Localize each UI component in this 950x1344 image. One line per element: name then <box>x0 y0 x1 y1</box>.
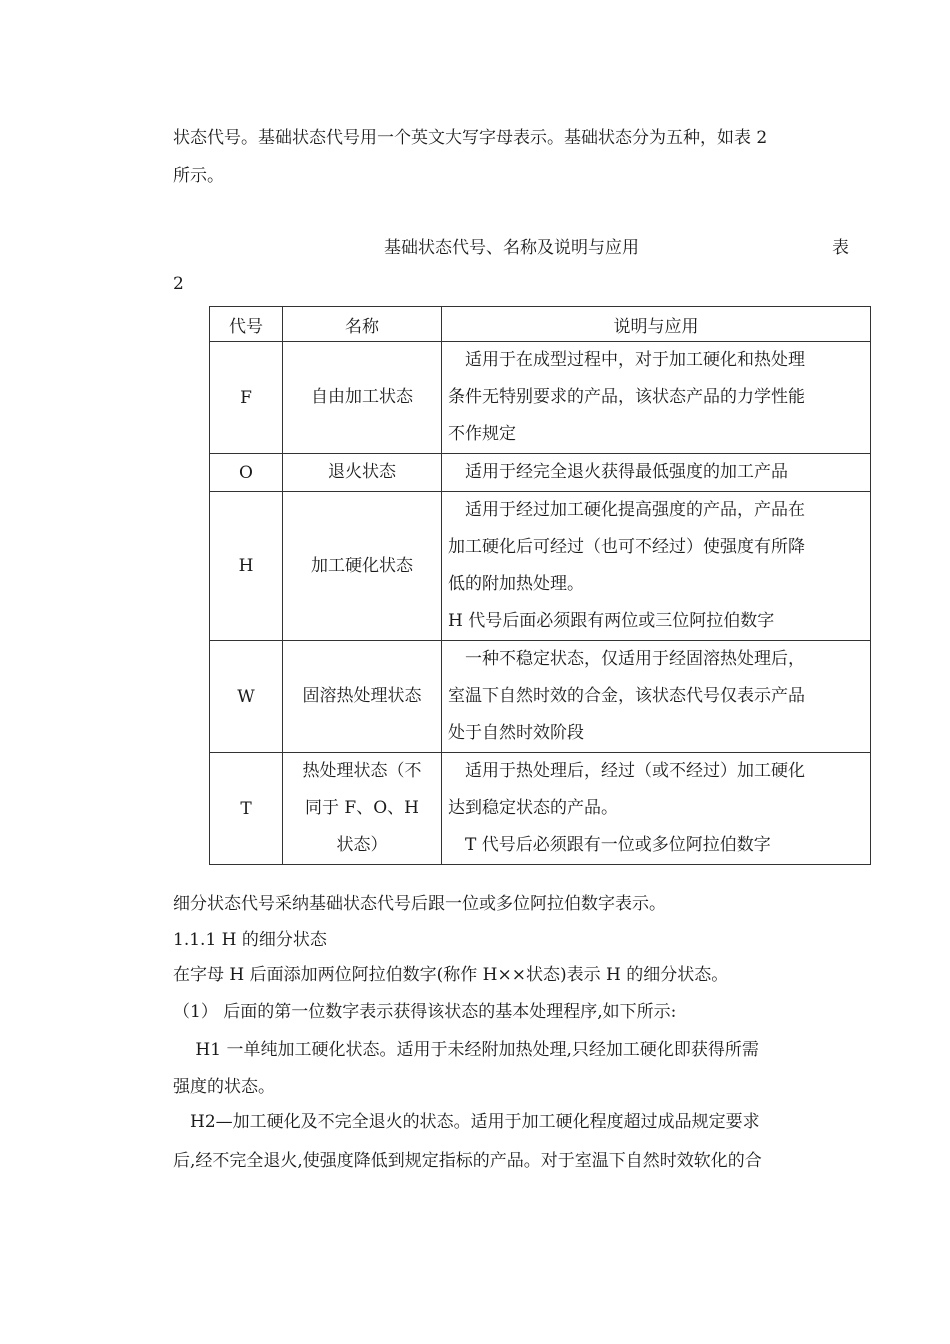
body-paragraph-4-line-2: 强度的状态。 <box>173 1077 275 1097</box>
table-row <box>210 342 871 454</box>
table-row <box>210 492 871 641</box>
state-code: O <box>210 454 283 492</box>
basic-states-table <box>209 306 871 865</box>
body-paragraph-5-line-1: H2—加工硬化及不完全退火的状态。适用于加工硬化程度超过成品规定要求 <box>173 1112 760 1132</box>
state-desc <box>442 454 871 492</box>
section-heading: 1.1.1 H 的细分状态 <box>173 930 327 950</box>
state-name <box>283 342 442 454</box>
state-desc <box>442 753 871 865</box>
intro-line-2: 所示。 <box>173 166 224 186</box>
desc-line: H 代号后面必须跟有两位或三位阿拉伯数字 <box>448 611 775 631</box>
body-paragraph-4-line-1: H1 一单纯加工硬化状态。适用于未经附加热处理,只经加工硬化即获得所需 <box>173 1040 759 1060</box>
state-desc <box>442 641 871 753</box>
desc-line: 一种不稳定状态，仅适用于经固溶热处理后， <box>448 649 805 669</box>
table-row <box>210 454 871 492</box>
state-name-line: 热处理状态（不 <box>302 761 422 781</box>
desc-line: T 代号后必须跟有一位或多位阿拉伯数字 <box>448 835 771 855</box>
header-code: 代号 <box>210 307 283 342</box>
desc-line: 达到稳定状态的产品。 <box>448 798 618 818</box>
desc-line: 不作规定 <box>448 424 516 444</box>
state-desc <box>442 492 871 641</box>
table-row <box>210 753 871 865</box>
intro-line-1: 状态代号。基础状态代号用一个英文大写字母表示。基础状态分为五种，如表 2 <box>173 128 768 148</box>
table-caption-title: 基础状态代号、名称及说明与应用 <box>384 238 639 258</box>
table-caption-label: 表 <box>832 238 849 258</box>
state-name <box>283 454 442 492</box>
state-code: H <box>210 492 283 641</box>
state-desc <box>442 342 871 454</box>
table-row <box>210 641 871 753</box>
desc-line: 条件无特别要求的产品，该状态产品的力学性能 <box>448 387 805 407</box>
state-name <box>283 492 442 641</box>
desc-line: 处于自然时效阶段 <box>448 723 584 743</box>
desc-line: 适用于热处理后，经过（或不经过）加工硬化 <box>448 761 805 781</box>
desc-line: 室温下自然时效的合金，该状态代号仅表示产品 <box>448 686 805 706</box>
desc-line: 适用于经完全退火获得最低强度的加工产品 <box>448 462 788 482</box>
header-name: 名称 <box>283 307 442 342</box>
body-paragraph-2: 在字母 H 后面添加两位阿拉伯数字(称作 H××状态)表示 H 的细分状态。 <box>173 965 729 985</box>
state-name-line: 同于 F、O、H <box>305 798 419 818</box>
state-name-line: 加工硬化状态 <box>311 555 413 576</box>
state-name-line: 状态） <box>336 835 388 855</box>
state-code: F <box>210 342 283 454</box>
body-paragraph-3: （1） 后面的第一位数字表示获得该状态的基本处理程序,如下所示: <box>173 1002 677 1022</box>
header-desc: 说明与应用 <box>442 307 871 342</box>
desc-line: 加工硬化后可经过（也可不经过）使强度有所降 <box>448 537 805 557</box>
state-code: W <box>210 641 283 753</box>
body-paragraph-1: 细分状态代号采纳基础状态代号后跟一位或多位阿拉伯数字表示。 <box>173 894 666 914</box>
desc-line: 适用于在成型过程中，对于加工硬化和热处理 <box>448 350 805 370</box>
state-name <box>283 641 442 753</box>
table-header-row <box>210 307 871 342</box>
desc-line: 适用于经过加工硬化提高强度的产品，产品在 <box>448 500 805 520</box>
state-name-line: 固溶热处理状态 <box>302 686 422 706</box>
state-name-line: 退火状态 <box>328 462 396 482</box>
state-name-line: 自由加工状态 <box>311 387 413 407</box>
body-paragraph-5-line-2: 后,经不完全退火,使强度降低到规定指标的产品。对于室温下自然时效软化的合 <box>173 1151 762 1171</box>
state-name <box>283 753 442 865</box>
table-caption-number: 2 <box>173 274 184 294</box>
desc-line: 低的附加热处理。 <box>448 574 584 594</box>
state-code: T <box>210 753 283 865</box>
